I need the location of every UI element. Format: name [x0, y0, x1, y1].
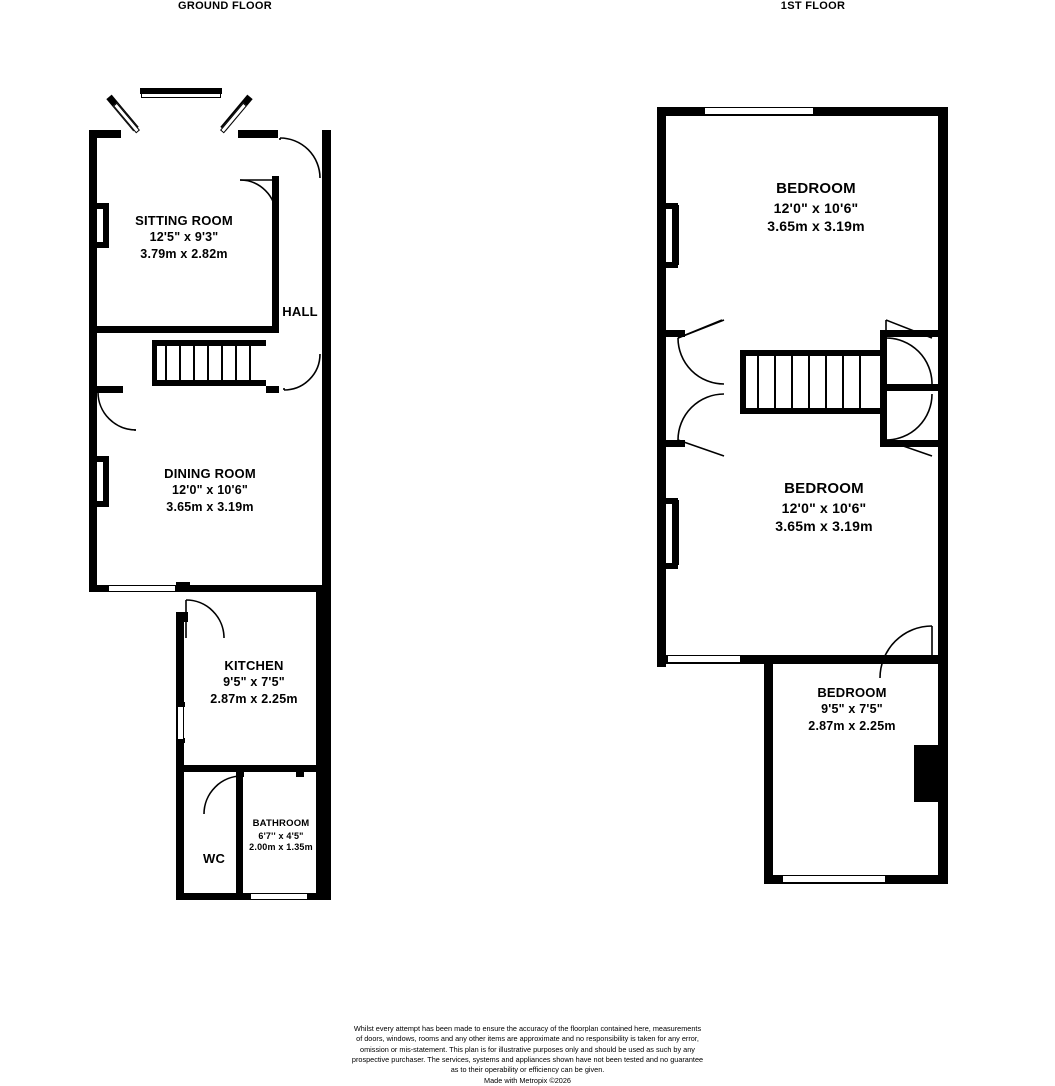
ff-landing-partition-mid [880, 384, 940, 391]
disclaimer-line-4: prospective purchaser. The services, systems and appliances shown have not been tested and no guarantee [351, 1055, 704, 1065]
gf-dining-window-jamb [103, 458, 109, 506]
dining-room-metric: 3.65m x 3.19m [166, 499, 254, 514]
gf-front-wall-right [238, 130, 278, 138]
hall-name: HALL [282, 304, 318, 319]
gf-stair-step-5 [221, 346, 223, 380]
kitchen-imperial: 9'5" x 7'5" [223, 675, 285, 690]
ff-bed2-rear-window [667, 655, 741, 663]
gf-stair-step-7 [249, 346, 251, 380]
ff-bed1-window-jamb [672, 205, 679, 265]
room-label-dining-room [124, 465, 296, 515]
sitting-room-metric: 3.79m x 2.82m [140, 246, 228, 261]
ff-landing-bottom-wall-left [657, 440, 685, 447]
ground-floor-title: GROUND FLOOR [177, 0, 273, 12]
ff-stair-step-7 [859, 356, 861, 408]
dining-room-imperial: 12'0" x 10'6" [171, 483, 248, 498]
ff-exterior-left [657, 107, 666, 667]
room-label-sitting-room [100, 212, 268, 262]
ff-landing-top-wall-right [880, 330, 948, 337]
bedroom-3-metric: 2.87m x 2.25m [808, 718, 896, 733]
gf-bathroom-bottom-window [250, 893, 308, 900]
gf-bathroom-door-jamb-right [296, 765, 304, 777]
gf-stair-step-1 [165, 346, 167, 380]
bedroom-2-metric: 3.65m x 3.19m [775, 518, 873, 535]
gf-stair-wall-left [152, 340, 157, 386]
gf-dining-rear-window [108, 585, 176, 592]
gf-stair-step-2 [179, 346, 181, 380]
gf-bay-window-right [220, 103, 247, 134]
gf-exterior-left-upper [89, 130, 97, 592]
ff-stair-step-5 [825, 356, 827, 408]
kitchen-metric: 2.87m x 2.25m [210, 691, 298, 706]
gf-exterior-right-upper [322, 130, 331, 592]
ff-stair-step-2 [774, 356, 776, 408]
ff-landing-bottom-wall-right [880, 440, 948, 447]
gf-rear-wall-door-jamb [176, 582, 190, 592]
ff-stair-step-4 [808, 356, 810, 408]
disclaimer-line-1: Whilst every attempt has been made to ensure the accuracy of the floorplan contained here, measurements [353, 1024, 702, 1033]
gf-kitchen-left-window [177, 706, 184, 740]
room-label-bedroom-3 [762, 684, 942, 734]
ff-bed3-bottom-window [782, 875, 886, 883]
room-label-bedroom-2 [714, 479, 934, 536]
gf-bay-window-top [141, 93, 221, 98]
room-label-wc [178, 850, 250, 867]
disclaimer-line-5: as to their operability or efficiency can be given. [450, 1065, 605, 1075]
bathroom-name: BATHROOM [252, 818, 310, 829]
dining-room-name: DINING ROOM [164, 466, 256, 481]
gf-stair-step-4 [207, 346, 209, 380]
ff-stair-step-3 [791, 356, 793, 408]
disclaimer-line-2: of doors, windows, rooms and any other items are approximate and no responsibility is taken for any error, [356, 1034, 699, 1044]
gf-stair-step-3 [193, 346, 195, 380]
bedroom-3-name: BEDROOM [817, 685, 887, 700]
wc-name: WC [202, 851, 226, 866]
disclaimer-line-3: omission or mis-statement. This plan is for illustrative purposes only and should be used as such by any [360, 1044, 695, 1054]
first-floor-title: 1ST FLOOR [780, 0, 846, 12]
room-label-bathroom [216, 818, 346, 854]
bedroom-1-imperial: 12'0" x 10'6" [773, 199, 859, 216]
gf-stair-wall-bottom [152, 380, 266, 386]
bedroom-1-metric: 3.65m x 3.19m [767, 218, 865, 235]
gf-bathroom-door-jamb-left [236, 765, 244, 777]
ff-bed3-right-recess [914, 745, 940, 802]
room-label-hall [245, 303, 355, 320]
ff-stair-wall-left [740, 350, 746, 414]
bedroom-2-imperial: 12'0" x 10'6" [781, 499, 867, 516]
bathroom-imperial: 6'7'' x 4'5" [258, 830, 304, 841]
ff-front-window [704, 107, 814, 115]
gf-dining-top-wall-left [89, 386, 123, 393]
gf-sitting-room-bottom-wall [89, 326, 279, 333]
metropix-credit: Made with Metropix ©2026 [484, 1075, 571, 1085]
gf-kitchen-top-wall [176, 612, 188, 622]
gf-dining-top-wall-right [266, 386, 279, 393]
bedroom-1-name: BEDROOM [776, 180, 856, 197]
room-label-bedroom-1 [706, 179, 926, 236]
ff-stair-step-1 [757, 356, 759, 408]
ff-bed2-window-jamb [672, 500, 679, 565]
ff-stair-step-6 [842, 356, 844, 408]
ff-stair-wall-bottom [740, 408, 880, 414]
sitting-room-name: SITTING ROOM [135, 213, 233, 228]
room-label-kitchen [168, 657, 340, 707]
bedroom-3-imperial: 9'5" x 7'5" [821, 702, 883, 717]
bedroom-2-name: BEDROOM [784, 480, 864, 497]
kitchen-name: KITCHEN [224, 658, 284, 673]
disclaimer-text [0, 1024, 1055, 1086]
sitting-room-imperial: 12'5" x 9'3" [149, 230, 219, 245]
ff-landing-top-wall-left [657, 330, 685, 337]
bathroom-metric: 2.00m x 1.35m [249, 842, 313, 853]
gf-kitchen-bathroom-divider [176, 765, 331, 772]
gf-bay-window-left [113, 103, 140, 134]
gf-stair-step-6 [235, 346, 237, 380]
